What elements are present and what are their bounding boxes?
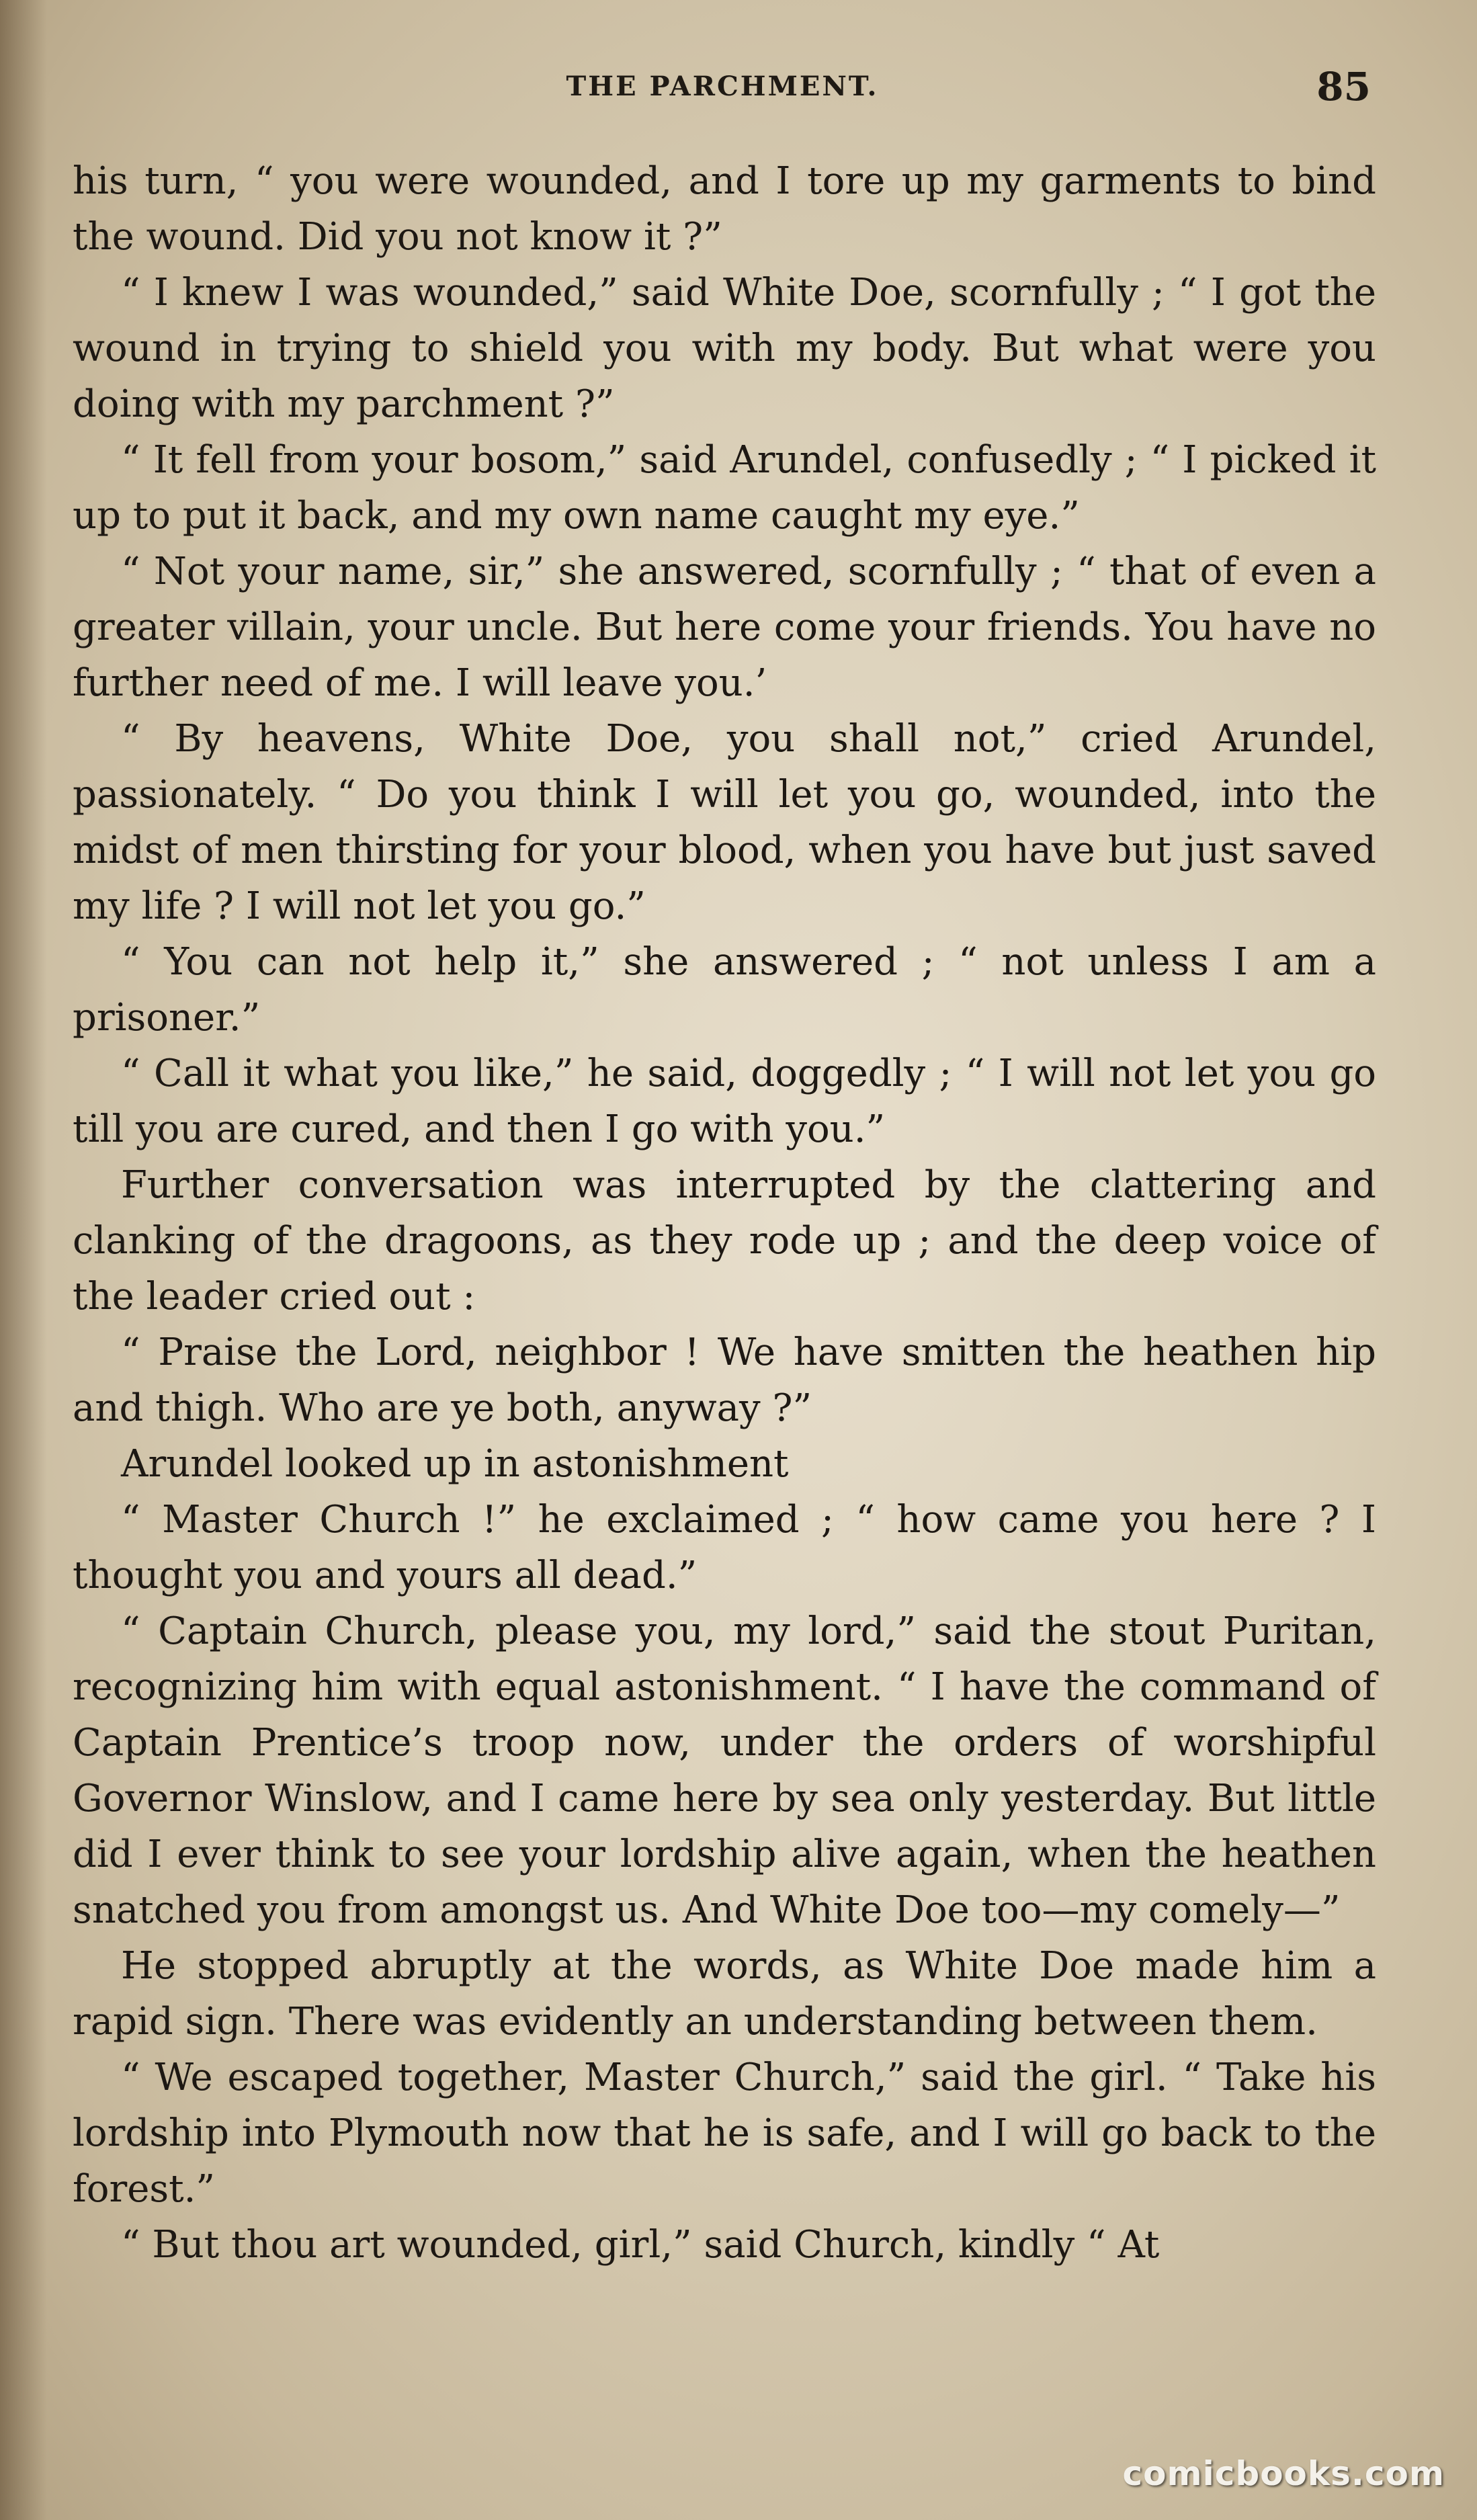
paragraph: “ It fell from your bosom,” said Arundel, confusedly ; “ I picked it up to put it back, and my own name caught my eye.” (73, 438, 1376, 538)
running-head: THE PARCHMENT. (566, 71, 879, 102)
body-text (73, 153, 1376, 2273)
paragraph: “ But thou art wounded, girl,” said Church, kindly “ At (121, 2223, 1160, 2267)
paragraph: “ Praise the Lord, neighbor ! We have smitten the heathen hip and thigh. Who are ye both, anyway ?” (73, 1331, 1376, 1430)
paragraph: “ Call it what you like,” he said, doggedly ; “ I will not let you go till you are cured, and then I go with you.” (73, 1052, 1376, 1151)
paragraph: “ By heavens, White Doe, you shall not,” cried Arundel, passionately. “ Do you think I will let you go, wounded, into the midst of men thirsting for your blood, when you have but just saved my life ? I will not let you go.” (73, 717, 1376, 928)
page-number: 85 (1316, 64, 1371, 110)
paragraph: “ Not your name, sir,” she answered, scornfully ; “ that of even a greater villain, your uncle. But here come your friends. You have no further need of me. I will leave you.’ (73, 550, 1376, 705)
paragraph: He stopped abruptly at the words, as White Doe made him a rapid sign. There was evidently an understanding between them. (73, 1944, 1376, 2044)
paragraph: Arundel looked up in astonishment (121, 1442, 789, 1486)
paragraph: “ I knew I was wounded,” said White Doe, scornfully ; “ I got the wound in trying to shield you with my body. But what were you doing with my parchment ?” (73, 271, 1376, 426)
paragraph: “ Captain Church, please you, my lord,” said the stout Puritan, recognizing him with equal astonishment. “ I have the command of Captain Prentice’s troop now, under the orders of worshipful Governor Winslow, and I came here by sea only yesterday. But little did I ever think to see your lordship alive again, when the heathen snatched you from amongst us. And White Doe too—my comely—” (73, 1609, 1376, 1932)
binding-shadow (0, 0, 47, 2520)
paragraph: his turn, “ you were wounded, and I tore up my garments to bind the wound. Did you not know it ?” (73, 159, 1376, 259)
paragraph: “ You can not help it,” she answered ; “ not unless I am a prisoner.” (73, 940, 1376, 1040)
paragraph: “ We escaped together, Master Church,” said the girl. “ Take his lordship into Plymouth now that he is safe, and I will go back to the forest.” (73, 2056, 1376, 2211)
watermark-text: comicbooks.com (1122, 2454, 1445, 2493)
paragraph: “ Master Church !” he exclaimed ; “ how came you here ? I thought you and yours all dead.” (73, 1498, 1376, 1597)
page-header (74, 64, 1371, 118)
paragraph: Further conversation was interrupted by the clattering and clanking of the dragoons, as they rode up ; and the deep voice of the leader cried out : (73, 1163, 1376, 1318)
